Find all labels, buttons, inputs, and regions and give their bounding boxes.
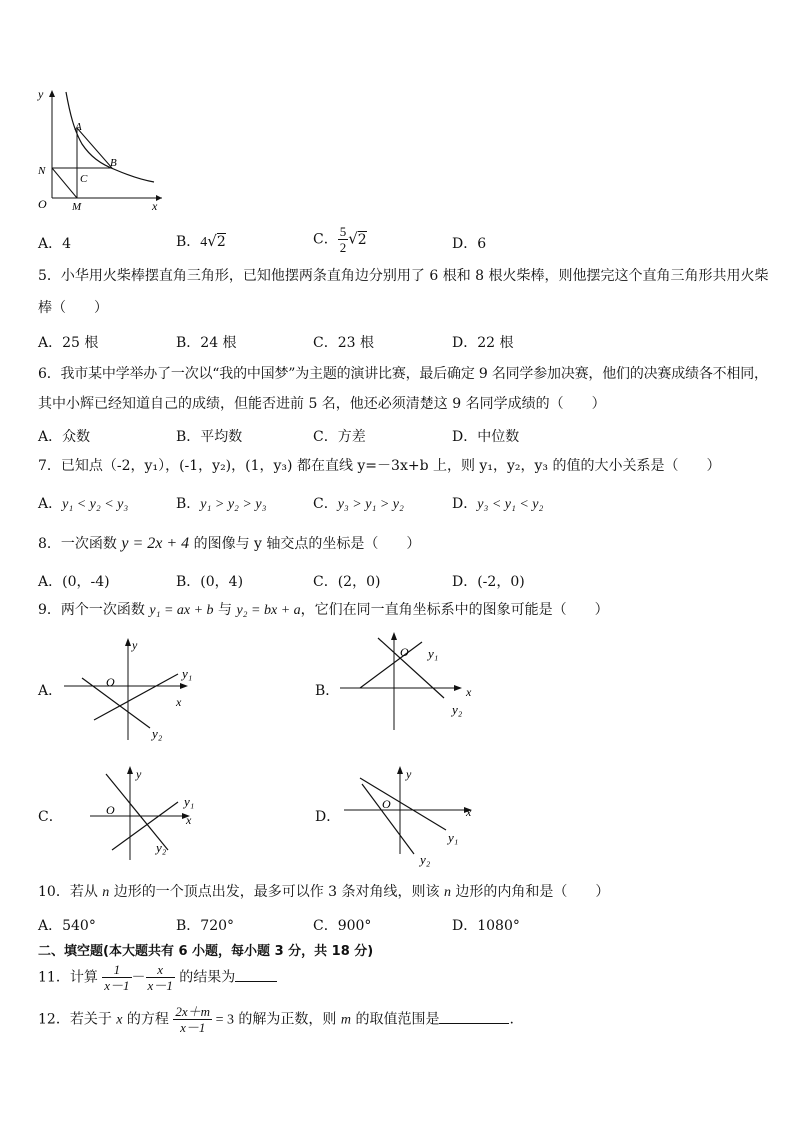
q4-point-c: C (80, 173, 88, 185)
q4-option-c: C． $\frac{5}{2}$ √2 (313, 224, 367, 255)
q7-option-a: A．y₁ < y₂ < y₃ (38, 496, 129, 512)
svg-text:y: y (406, 767, 412, 781)
q7-option-d: D．y₃ < y₁ < y₂ (452, 496, 544, 512)
q7-option-c: C．y₃ > y₁ > y₂ (313, 496, 404, 512)
q4-option-d: D．6 (452, 236, 487, 252)
svg-text:y₂: y₂ (452, 702, 463, 717)
q7-option-b: B．y₁ > y₂ > y₃ (176, 496, 267, 512)
svg-text:y₁: y₁ (182, 666, 193, 681)
svg-text:y₂: y₂ (420, 852, 431, 867)
q9-text: 9．两个一次函数 y₁ = ax + b 与 y₂ = bx + a，它们在同一直角坐标系中的图象可能是（ ） (38, 602, 609, 618)
q5-text-line1: 5．小华用火柴棒摆直角三角形，已知他摆两条直角边分别用了 6 根和 8 根火柴棒，则他摆完这个直角三角形共用火柴 (38, 268, 769, 284)
q4-point-b: B (110, 157, 117, 169)
q12-text: 12．若关于 x 的方程 $\frac{2x+m}{x-1}$ = 3 的解为正数，则 m 的取值范围是 . (38, 1004, 514, 1035)
q9-option-d-label: D． (315, 809, 341, 825)
svg-text:y: y (136, 767, 142, 781)
q5-option-c: C．23 根 (313, 335, 374, 351)
q9-option-a-label: A． (38, 683, 63, 699)
svg-text:y₂: y₂ (156, 840, 167, 855)
q10-text: 10．若从 n 边形的一个顶点出发，最多可以作 3 条对角线，则该 n 边形的内角和是（ ） (38, 884, 610, 900)
q5-option-d: D．22 根 (452, 335, 514, 351)
q8-option-a: A．(0，-4) (38, 574, 110, 590)
svg-text:O: O (106, 675, 115, 689)
q5-option-a: A．25 根 (38, 335, 99, 351)
q11-text: 11．计算 $\frac{1}{x-1}$ － $\frac{x}{x-1}$ 的结果为 (38, 962, 277, 993)
q7-text: 7．已知点（-2，y₁），(-1，y₂)，(1，y₃) 都在直线 y=－3x+b 上，则 y₁，y₂，y₃ 的值的大小关系是（ ） (38, 458, 721, 474)
q6-option-d: D．中位数 (452, 429, 520, 445)
q6-option-b: B．平均数 (176, 429, 243, 445)
q10-option-a: A．540° (38, 918, 96, 934)
q8-option-b: B．(0，4) (176, 574, 244, 590)
q6-text-line1: 6．我市某中学举办了一次以“我的中国梦”为主题的演讲比赛，最后确定 9 名同学参加决赛，他们的决赛成绩各不相同， (38, 366, 768, 382)
q4-origin-label: O (38, 197, 47, 211)
q9-option-b-label: B． (315, 683, 340, 699)
q8-text: 8．一次函数 y = 2x + 4 的图像与 y 轴交点的坐标是（ ） (38, 535, 421, 552)
q10-option-d: D．1080° (452, 918, 520, 934)
q4-y-label: y (38, 87, 44, 101)
q12-answer-blank[interactable] (439, 1023, 509, 1024)
q4-option-b: B．4√2 (176, 232, 226, 250)
q4-point-n: N (38, 165, 46, 177)
q9-graph-a[interactable] (60, 636, 210, 746)
svg-text:x: x (176, 695, 182, 709)
section-2-heading: 二、填空题(本大题共有 6 小题，每小题 3 分，共 18 分) (38, 944, 374, 959)
svg-text:x: x (466, 805, 472, 819)
q9-graph-c[interactable] (86, 762, 216, 862)
svg-text:y₁: y₁ (448, 830, 459, 845)
svg-text:y: y (132, 638, 138, 652)
q4-point-m: M (72, 201, 82, 213)
q11-answer-blank[interactable] (235, 981, 277, 982)
svg-text:O: O (400, 645, 409, 659)
q5-option-b: B．24 根 (176, 335, 237, 351)
q8-option-c: C．(2，0) (313, 574, 381, 590)
q10-option-c: C．900° (313, 918, 372, 934)
svg-text:y₁: y₁ (428, 646, 439, 661)
q9-option-c-label: C． (38, 809, 63, 825)
svg-text:x: x (186, 813, 192, 827)
q10-option-b: B．720° (176, 918, 235, 934)
q6-option-c: C．方差 (313, 429, 366, 445)
q5-text-line2: 棒（ ） (38, 300, 108, 316)
q4-option-a: A．4 (38, 236, 72, 252)
q4-x-label: x (152, 199, 158, 213)
q8-option-d: D．(-2，0) (452, 574, 525, 590)
q4-point-a: A (75, 121, 82, 133)
svg-text:y₂: y₂ (152, 726, 163, 741)
svg-text:O: O (106, 803, 115, 817)
q9-graph-d[interactable] (340, 762, 490, 870)
svg-text:x: x (466, 685, 472, 699)
q9-graph-b[interactable] (336, 632, 486, 732)
svg-text:y₁: y₁ (184, 794, 195, 809)
q6-option-a: A．众数 (38, 429, 91, 445)
svg-text:O: O (382, 797, 391, 811)
q4-figure (34, 84, 170, 214)
q6-text-line2: 其中小辉已经知道自己的成绩，但能否进前 5 名，他还必须清楚这 9 名同学成绩的（ ） (38, 396, 606, 412)
